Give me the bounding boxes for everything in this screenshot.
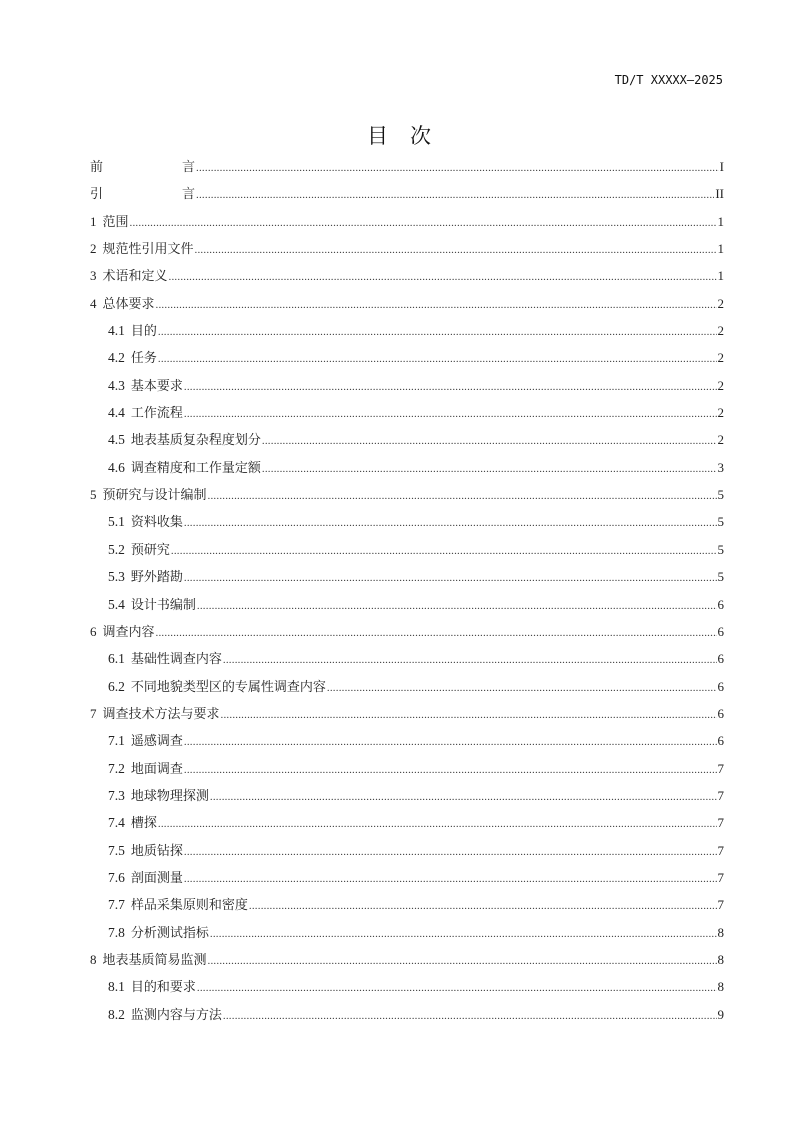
toc-section-entry[interactable] (90, 703, 724, 730)
toc-entry-number: 6 (90, 623, 97, 639)
toc-entry-number: 1 (90, 213, 97, 229)
toc-entry-label: 预研究与设计编制 (102, 487, 207, 503)
toc-entry-number: 5.1 (108, 514, 125, 530)
toc-entry-label (90, 183, 195, 205)
toc-entry-label: 遥感调查 (130, 733, 183, 749)
toc-section-entry[interactable] (90, 211, 724, 238)
toc-subsection-entry[interactable] (90, 758, 724, 785)
dot-leader (184, 376, 717, 398)
toc-subsection-entry[interactable] (90, 976, 724, 1003)
toc-page-number: I (719, 159, 724, 174)
title-char-2: 次 (410, 124, 433, 148)
dot-leader (210, 923, 717, 945)
toc-subsection-entry[interactable] (90, 730, 724, 757)
dot-leader (169, 266, 717, 288)
toc-subsection-entry[interactable] (90, 539, 724, 566)
toc-section-entry[interactable] (90, 293, 724, 320)
toc-entry-label: 总体要求 (102, 295, 155, 311)
toc-page-number: 8 (717, 979, 724, 995)
toc-section-entry[interactable] (90, 621, 724, 648)
toc-subsection-entry[interactable] (90, 457, 724, 484)
toc-entry-number: 5.3 (108, 569, 125, 585)
toc-subsection-entry[interactable] (90, 894, 724, 921)
toc-page-number: 6 (717, 596, 724, 612)
toc-subsection-entry[interactable] (90, 511, 724, 538)
dot-leader (158, 321, 717, 343)
document-code-header: TD/T XXXXX—2025 (614, 73, 723, 87)
toc-entry-label: 范围 (102, 213, 129, 229)
toc-subsection-entry[interactable] (90, 676, 724, 703)
dot-leader (184, 841, 717, 863)
toc-page-number: 7 (717, 842, 724, 858)
toc-entry-label: 地质钻探 (130, 842, 183, 858)
toc-entry-number: 4.3 (108, 377, 125, 393)
toc-entry-number: 4.2 (108, 350, 125, 366)
dot-leader (196, 157, 719, 179)
toc-entry-number: 7.7 (108, 897, 125, 913)
toc-section-entry[interactable] (90, 265, 724, 292)
dot-leader (184, 759, 717, 781)
dot-leader (130, 212, 717, 234)
toc-entry-label: 剖面测量 (130, 869, 183, 885)
dot-leader (184, 868, 717, 890)
dot-leader (184, 731, 717, 753)
toc-entry-label: 设计书编制 (130, 596, 196, 612)
toc-page-number: 9 (717, 1006, 724, 1022)
toc-entry-label: 监测内容与方法 (130, 1006, 222, 1022)
dot-leader (197, 595, 717, 617)
toc-subsection-entry[interactable] (90, 785, 724, 812)
toc-subsection-entry[interactable] (90, 566, 724, 593)
toc-entry-number: 4.1 (108, 323, 125, 339)
table-of-contents (90, 156, 724, 1031)
title-char-1: 目 (367, 124, 390, 148)
toc-entry-number: 4.6 (108, 459, 125, 475)
toc-subsection-entry[interactable] (90, 1004, 724, 1031)
toc-entry-label: 目的和要求 (130, 979, 196, 995)
toc-page-number: 5 (717, 514, 724, 530)
toc-page-number: 1 (717, 241, 724, 257)
toc-page-number: 1 (717, 268, 724, 284)
toc-entry-number: 7.3 (108, 787, 125, 803)
toc-entry-number: 7.4 (108, 815, 125, 831)
toc-entry-number: 8.1 (108, 979, 125, 995)
toc-entry-number: 4.4 (108, 405, 125, 421)
toc-page-number: 6 (717, 623, 724, 639)
toc-entry-number: 5.4 (108, 596, 125, 612)
toc-page-number: 2 (717, 432, 724, 448)
toc-section-entry[interactable] (90, 238, 724, 265)
dot-leader (156, 294, 717, 316)
toc-label-char: 引 (90, 186, 104, 202)
toc-entry-label: 规范性引用文件 (102, 241, 194, 257)
dot-leader (221, 704, 717, 726)
toc-entry-label: 样品采集原则和密度 (130, 897, 248, 913)
dot-leader (158, 348, 717, 370)
toc-page-number: 5 (717, 541, 724, 557)
dot-leader (208, 950, 717, 972)
toc-subsection-entry[interactable] (90, 594, 724, 621)
toc-entry-label: 目的 (130, 323, 157, 339)
toc-entry-label: 工作流程 (130, 405, 183, 421)
toc-entry-label: 调查精度和工作量定额 (130, 459, 261, 475)
toc-page-number: 6 (717, 651, 724, 667)
dot-leader (184, 403, 717, 425)
toc-page-number: 5 (717, 487, 724, 503)
toc-entry-number: 6.1 (108, 651, 125, 667)
toc-page-number: 7 (717, 897, 724, 913)
toc-entry-number: 5 (90, 487, 97, 503)
dot-leader (184, 567, 717, 589)
dot-leader (210, 786, 717, 808)
toc-page-number: 8 (717, 951, 724, 967)
toc-entry-label: 槽探 (130, 815, 157, 831)
toc-entry-number: 3 (90, 268, 97, 284)
toc-entry-number: 7.6 (108, 869, 125, 885)
toc-page-number: 2 (717, 350, 724, 366)
toc-entry-number: 4 (90, 295, 97, 311)
dot-leader (208, 485, 717, 507)
dot-leader (171, 540, 717, 562)
toc-entry-number: 5.2 (108, 541, 125, 557)
toc-subsection-entry[interactable] (90, 347, 724, 374)
toc-entry-label: 地表基质复杂程度划分 (130, 432, 261, 448)
toc-page-number: 1 (717, 213, 724, 229)
toc-subsection-entry[interactable] (90, 812, 724, 839)
toc-entry-label: 地球物理探测 (130, 787, 209, 803)
toc-page-number: II (715, 186, 724, 202)
toc-page-number: 7 (717, 869, 724, 885)
toc-page-number: 7 (717, 787, 724, 803)
toc-page-number: 2 (717, 323, 724, 339)
toc-page-number: 7 (717, 760, 724, 776)
toc-subsection-entry[interactable] (90, 648, 724, 675)
dot-leader (223, 649, 717, 671)
dot-leader (196, 184, 714, 206)
toc-entry-label: 野外踏勘 (130, 569, 183, 585)
toc-entry-number: 7.2 (108, 760, 125, 776)
toc-label-char: 言 (182, 159, 196, 174)
toc-page-number: 3 (717, 459, 724, 475)
toc-entry-number: 7.1 (108, 733, 125, 749)
toc-page-number: 2 (717, 295, 724, 311)
toc-subsection-entry[interactable] (90, 375, 724, 402)
toc-entry-label: 调查内容 (102, 623, 155, 639)
toc-entry-number: 7.5 (108, 842, 125, 858)
toc-page-number: 6 (717, 705, 724, 721)
dot-leader (184, 512, 717, 534)
dot-leader (327, 677, 717, 699)
toc-subsection-entry[interactable] (90, 320, 724, 347)
toc-subsection-entry[interactable] (90, 840, 724, 867)
toc-subsection-entry[interactable] (90, 867, 724, 894)
toc-subsection-entry[interactable] (90, 922, 724, 949)
page-title (0, 120, 800, 150)
dot-leader (249, 895, 717, 917)
dot-leader (262, 458, 717, 480)
toc-entry-number: 6.2 (108, 678, 125, 694)
dot-leader (158, 813, 717, 835)
dot-leader (197, 977, 717, 999)
toc-label-char: 言 (182, 186, 196, 202)
dot-leader (195, 239, 717, 261)
dot-leader (262, 430, 717, 452)
toc-entry-label: 分析测试指标 (130, 924, 209, 940)
toc-entry-number: 7 (90, 705, 97, 721)
toc-entry-label: 任务 (130, 350, 157, 366)
toc-entry-number: 2 (90, 241, 97, 257)
toc-entry-number: 8 (90, 951, 97, 967)
toc-label-char: 前 (90, 159, 104, 174)
toc-entry-label: 基础性调查内容 (130, 651, 222, 667)
toc-entry-label: 调查技术方法与要求 (102, 705, 220, 721)
dot-leader (223, 1005, 717, 1027)
toc-entry-label (90, 156, 195, 178)
toc-entry-label: 术语和定义 (102, 268, 168, 284)
toc-entry-label: 地面调查 (130, 760, 183, 776)
toc-page-number: 2 (717, 377, 724, 393)
toc-entry-number: 8.2 (108, 1006, 125, 1022)
toc-section-entry[interactable] (90, 156, 724, 183)
toc-entry-label: 预研究 (130, 541, 170, 557)
toc-entry-label: 不同地貌类型区的专属性调查内容 (130, 678, 326, 694)
toc-page-number: 5 (717, 569, 724, 585)
toc-page-number: 6 (717, 733, 724, 749)
toc-entry-number: 7.8 (108, 924, 125, 940)
toc-entry-label: 地表基质简易监测 (102, 951, 207, 967)
toc-page-number: 7 (717, 815, 724, 831)
toc-page-number: 8 (717, 924, 724, 940)
toc-page-number: 2 (717, 405, 724, 421)
toc-page-number: 6 (717, 678, 724, 694)
toc-entry-label: 资料收集 (130, 514, 183, 530)
toc-section-entry[interactable] (90, 484, 724, 511)
toc-entry-label: 基本要求 (130, 377, 183, 393)
toc-section-entry[interactable] (90, 183, 724, 210)
toc-subsection-entry[interactable] (90, 402, 724, 429)
toc-section-entry[interactable] (90, 949, 724, 976)
dot-leader (156, 622, 717, 644)
toc-entry-number: 4.5 (108, 432, 125, 448)
toc-subsection-entry[interactable] (90, 429, 724, 456)
